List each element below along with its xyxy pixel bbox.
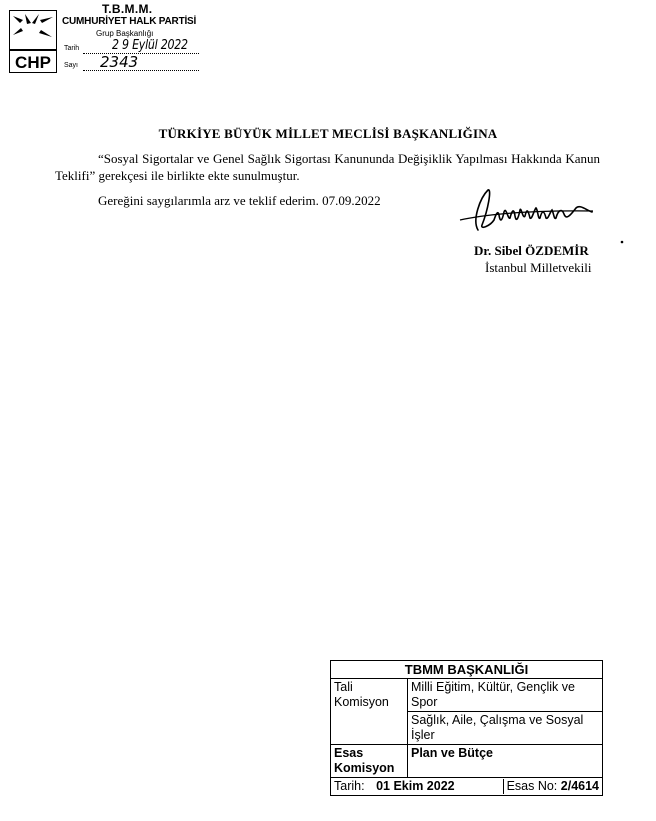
esas-komisyon-label: Esas Komisyon	[331, 745, 408, 778]
referral-date-value: 01 Ekim 2022	[376, 779, 455, 793]
tali-committee-2: Sağlık, Aile, Çalışma ve Sosyal İşler	[408, 712, 603, 745]
logo-text: CHP	[15, 53, 51, 72]
stamp-date-value: 2 9 Eylül 2022	[112, 38, 188, 53]
chp-logo	[9, 10, 57, 73]
esas-committee: Plan ve Bütçe	[408, 745, 603, 778]
tali-komisyon-label: Tali Komisyon	[331, 679, 408, 745]
esas-no-value: 2/4614	[560, 779, 599, 793]
stamp-date-label: Tarih	[64, 45, 80, 52]
referral-footer	[331, 778, 603, 796]
stamp-department: Grup Başkanlığı	[96, 29, 154, 38]
document-paragraph: “Sosyal Sigortalar ve Genel Sağlık Sigortası Kanununda Değişiklik Yapılması Hakkında Kanun Teklifi” gerekçesi ile birlikte ekte sunulmuştur.	[55, 151, 600, 183]
stamp-number-value: 2343	[100, 53, 139, 71]
signatory-name: Dr. Sibel ÖZDEMİR	[474, 243, 589, 258]
stamp-party: CUMHURİYET HALK PARTİSİ	[62, 16, 197, 27]
tali-committee-1: Milli Eğitim, Kültür, Gençlik ve Spor	[408, 679, 603, 712]
document-heading: TÜRKİYE BÜYÜK MİLLET MECLİSİ BAŞKANLIĞINA	[158, 126, 498, 141]
esas-no-label: Esas No:	[506, 779, 558, 793]
referral-table-header: TBMM BAŞKANLIĞI	[331, 661, 603, 679]
stamp-number-label: Sayı	[64, 62, 79, 69]
handwritten-signature	[458, 180, 628, 248]
referral-table	[330, 660, 603, 796]
document-closing: Gereğini saygılarımla arz ve teklif ederim. 07.09.2022	[98, 193, 381, 208]
referral-date-label: Tarih:	[334, 779, 365, 793]
stamp-title: T.B.M.M.	[102, 2, 153, 16]
signatory-title: İstanbul Milletvekili	[485, 260, 592, 275]
